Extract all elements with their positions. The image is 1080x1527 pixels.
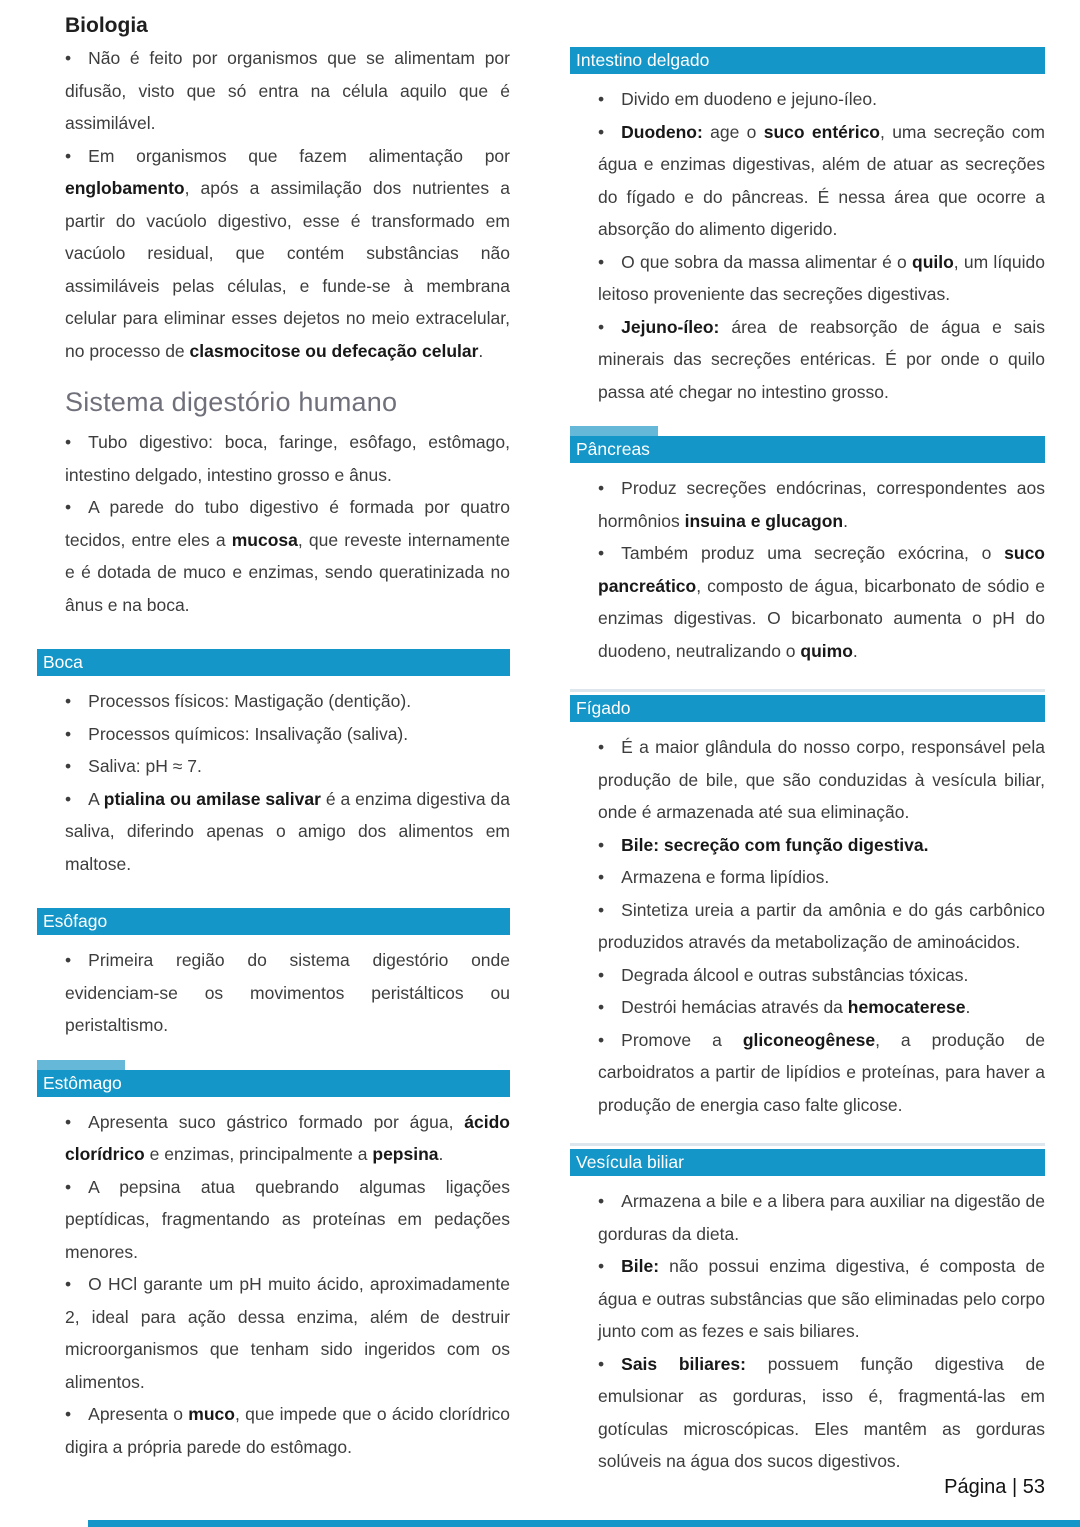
section-header-topline <box>570 689 1045 692</box>
bullet-item <box>570 731 1045 829</box>
bullet-item <box>570 861 1045 894</box>
text-segment: é a enzima digestiva da saliva, diferindo apenas o amigo dos alimentos em maltose. <box>65 788 510 874</box>
text-segment: , um líquido leitoso proveniente das secreções digestivas. <box>598 251 1045 304</box>
bullet-marker: • <box>598 1256 605 1276</box>
bullet-marker: • <box>598 478 605 498</box>
section-header-label: Intestino delgado <box>576 50 710 70</box>
section-header-topline <box>570 1143 1045 1146</box>
bullet-item <box>37 685 510 718</box>
bullet-marker: • <box>598 1029 605 1050</box>
section-header-tab <box>37 1060 125 1070</box>
bullet-item <box>570 472 1045 537</box>
bullet-marker: • <box>598 543 605 563</box>
bullet-marker: • <box>65 950 72 970</box>
bullet-item <box>570 1185 1045 1250</box>
text-segment: gliconeogênese <box>742 1029 876 1050</box>
bullet-item <box>570 246 1045 311</box>
text-segment: Degrada álcool e outras substâncias tóxicas. <box>621 964 969 985</box>
bullet-item <box>37 1171 510 1269</box>
text-segment: quimo <box>800 640 853 661</box>
section-header-label: Esôfago <box>43 911 108 931</box>
bullet-marker: • <box>598 964 605 985</box>
bullet-marker: • <box>65 723 72 744</box>
text-segment: Produz secreções endócrinas, correspondentes aos hormônios <box>598 478 1045 531</box>
text-segment: . <box>843 510 848 531</box>
bullet-item <box>37 140 510 368</box>
text-segment: , a produção de carboidratos a partir de lipídios e proteínas, para haver a produção de energia caso falte glicose. <box>598 1029 1046 1115</box>
text-segment: Não é feito por organismos que se alimentam por difusão, visto que só entra na célula aquilo que é assimilável. <box>65 48 510 133</box>
text-segment: Armazena e forma lipídios. <box>621 867 830 887</box>
text-segment: englobamento <box>65 178 185 198</box>
text-segment: age o <box>702 121 764 142</box>
bullet-marker: • <box>598 316 605 337</box>
text-segment: É a maior glândula do nosso corpo, responsável pela produção de bile, que são conduzidas à vesícula biliar, onde é armazenada até sua eliminação. <box>598 737 1045 822</box>
section-header-bar <box>570 47 1045 74</box>
section-header-label: Estômago <box>43 1072 122 1093</box>
text-segment: Também produz uma secreção exócrina, o <box>621 543 1005 563</box>
text-segment: A <box>88 788 104 809</box>
text-segment: Sintetiza ureia a partir da amônia e do gás carbônico produzidos através da metabolização de aminoácidos. <box>598 899 1045 952</box>
section-header-bar <box>570 695 1045 722</box>
section-header-bar <box>37 649 510 676</box>
bullet-item <box>37 718 510 751</box>
bullet-marker: • <box>65 1404 72 1424</box>
bullet-marker: • <box>65 432 72 452</box>
bullet-item <box>37 42 510 140</box>
bullet-marker: • <box>65 145 72 166</box>
bullet-item <box>37 426 510 491</box>
section-header-label: Fígado <box>576 698 631 718</box>
bullet-marker: • <box>65 497 72 517</box>
bullet-item <box>570 959 1045 992</box>
text-segment: Armazena a bile e a libera para auxiliar na digestão de gorduras da dieta. <box>598 1191 1045 1244</box>
bullet-item <box>37 1106 510 1171</box>
bullet-item <box>570 894 1045 959</box>
bullet-marker: • <box>65 48 72 68</box>
next-section-header-partial <box>88 1520 1080 1527</box>
bullet-marker: • <box>65 756 72 776</box>
section-header-bar <box>570 1149 1045 1176</box>
bullet-item <box>570 829 1045 862</box>
bullet-marker: • <box>65 691 72 711</box>
bullet-item <box>570 1024 1045 1122</box>
text-segment: não possui enzima digestiva, é composta de água e outras substâncias que são eliminadas pelo corpo junto com as fezes e sais biliares. <box>598 1256 1045 1341</box>
text-segment: Bile: secreção com função digestiva. <box>621 834 929 855</box>
text-segment: O que sobra da massa alimentar é o <box>621 251 912 272</box>
text-segment: . <box>438 1144 444 1164</box>
bullet-item <box>570 311 1045 409</box>
bullet-marker: • <box>598 899 605 920</box>
section-header-label: Boca <box>43 652 83 672</box>
section-header-bar <box>570 436 1045 463</box>
text-segment: Bile: <box>621 1256 660 1276</box>
section-header-bar <box>37 1070 510 1097</box>
page-title: Biologia <box>65 14 148 37</box>
bullet-item <box>570 83 1045 116</box>
text-segment: Apresenta o <box>88 1404 189 1424</box>
bullet-item <box>570 537 1045 667</box>
section-header-tab <box>570 426 658 436</box>
text-segment: Tubo digestivo: boca, faringe, esôfago, estômago, intestino delgado, intestino grosso e ânus. <box>65 432 510 485</box>
bullet-marker: • <box>598 997 605 1017</box>
left-column <box>37 0 510 1463</box>
bullet-marker: • <box>598 1353 605 1374</box>
bullet-item <box>37 750 510 783</box>
text-segment: Duodeno: <box>621 121 703 142</box>
text-segment: Sais biliares: <box>621 1353 746 1374</box>
text-segment: Em organismos que fazem alimentação por <box>88 145 510 166</box>
text-segment: A parede do tubo digestivo é formada por quatro tecidos, entre eles a <box>65 497 510 550</box>
bullet-marker: • <box>65 788 72 809</box>
text-segment: possuem função digestiva de emulsionar as gorduras, isso é, fragmentá-las em gotículas microscópicas. Eles mantêm as gorduras solúveis na água dos sucos digestivos. <box>598 1353 1045 1471</box>
text-segment: , após a assimilação dos nutrientes a partir do vacúolo digestivo, esse é transformado em vacúolo residual, que contém substâncias não assimiláveis pelas células, e funde-se à membrana celular para eliminar esses dejetos no meio extracelular, no processo de <box>65 178 510 361</box>
bullet-item <box>570 1250 1045 1348</box>
text-segment: insuina e glucagon <box>684 510 844 531</box>
text-segment: Destrói hemácias através da <box>621 997 848 1017</box>
bullet-marker: • <box>598 89 605 109</box>
bullet-item <box>37 1398 510 1463</box>
text-segment: , uma secreção com água e enzimas digestivas, além de atuar as secreções do fígado e do pâncreas. É nessa área que ocorre a absorção do alimento digerido. <box>598 121 1045 239</box>
bullet-marker: • <box>65 1111 72 1132</box>
text-segment: quilo <box>912 251 954 272</box>
section-heading: Sistema digestório humano <box>65 387 398 417</box>
bullet-item <box>37 783 510 881</box>
text-segment: Divido em duodeno e jejuno-íleo. <box>621 89 878 109</box>
bullet-item <box>570 116 1045 246</box>
text-segment: suco entérico <box>763 121 880 142</box>
text-segment: Saliva: pH ≈ 7. <box>88 756 202 776</box>
bullet-item <box>37 944 510 1042</box>
text-segment: O HCl garante um pH muito ácido, aproximadamente 2, ideal para ação dessa enzima, além de destruir microorganismos que tenham sido ingeridos com os alimentos. <box>65 1274 510 1392</box>
text-segment: Processos químicos: Insalivação (saliva). <box>88 723 409 744</box>
bullet-marker: • <box>598 1191 605 1211</box>
right-column <box>570 0 1045 1478</box>
section-header-label: Vesícula biliar <box>576 1152 684 1172</box>
bullet-marker: • <box>598 834 605 855</box>
text-segment: Jejuno-íleo: <box>621 316 720 337</box>
text-segment: Processos físicos: Mastigação (dentição). <box>88 691 412 711</box>
bullet-marker: • <box>598 867 605 887</box>
text-segment: , que impede que o ácido clorídrico digira a própria parede do estômago. <box>65 1404 510 1457</box>
bullet-marker: • <box>598 121 605 142</box>
bullet-marker: • <box>65 1274 72 1294</box>
bullet-marker: • <box>598 251 605 272</box>
text-segment: , que reveste internamente e é dotada de muco e enzimas, sendo queratinizada no ânus e na boca. <box>65 529 510 615</box>
bullet-marker: • <box>65 1176 72 1197</box>
bullet-item <box>570 1348 1045 1478</box>
text-segment: , composto de água, bicarbonato de sódio e enzimas digestivas. O bicarbonato aumenta o pH do duodeno, neutralizando o <box>598 575 1045 661</box>
text-segment: suco pancreático <box>598 543 1045 596</box>
text-segment: clasmocitose ou defecação celular <box>189 340 479 361</box>
text-segment: Promove a <box>621 1029 743 1050</box>
bullet-item <box>570 991 1045 1024</box>
text-segment: ptialina ou amilase salivar <box>103 788 321 809</box>
section-header-label: Pâncreas <box>576 439 650 459</box>
text-segment: muco <box>188 1404 235 1424</box>
footer-page-number: Página | 53 <box>944 1476 1045 1498</box>
section-header-bar <box>37 908 510 935</box>
text-segment: . <box>478 340 484 361</box>
text-segment: pepsina <box>372 1144 439 1164</box>
bullet-item <box>37 491 510 621</box>
text-segment: área de reabsorção de água e sais minerais das secreções entéricas. É por onde o quilo passa até chegar no intestino grosso. <box>598 316 1045 402</box>
text-segment: ácido clorídrico <box>65 1111 510 1164</box>
text-segment: A pepsina atua quebrando algumas ligações peptídicas, fragmentando as proteínas em pedações menores. <box>65 1176 510 1262</box>
bullet-marker: • <box>598 737 605 757</box>
text-segment: . <box>852 640 858 661</box>
text-segment: Apresenta suco gástrico formado por água, <box>88 1111 465 1132</box>
text-segment: . <box>965 997 971 1017</box>
text-segment: e enzimas, principalmente a <box>144 1144 373 1164</box>
text-segment: Primeira região do sistema digestório onde evidenciam-se os movimentos peristálticos ou peristaltismo. <box>65 950 510 1035</box>
text-segment: hemocaterese <box>847 997 966 1017</box>
bullet-item <box>37 1268 510 1398</box>
text-segment: mucosa <box>231 529 298 550</box>
